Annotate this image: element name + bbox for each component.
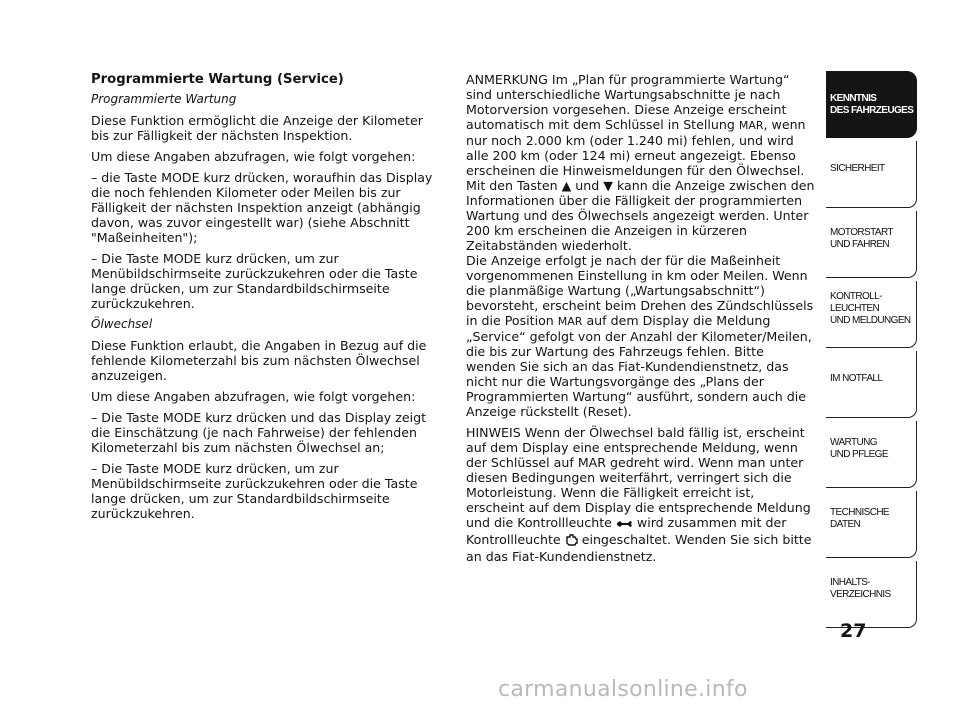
mar-label: MAR <box>738 119 764 132</box>
tab-kontrollleuchten[interactable]: KONTROLL- LEUCHTEN UND MELDUNGEN <box>826 281 917 348</box>
paragraph: – die Taste MODE kurz drücken, woraufhin das Display die noch fehlenden Kilometer oder Meilen bis zur Fälligkeit der nächsten Inspektion anzeigt (abhängig davon, was zuvor eingestellt war) (siehe Abschnitt "Maßeinheiten"); <box>91 170 433 245</box>
left-column <box>91 72 443 527</box>
paragraph: Um diese Angaben abzufragen, wie folgt vorgehen: <box>91 389 416 404</box>
note-paragraph: ANMERKUNG Im „Plan für programmierte Wartung“ sind unterschiedliche Wartungsabschnitte je nach Motorversion vorgesehen. Diese Anzeige erscheint automatisch mit dem Schlüssel in Stellung MAR, wenn nur noch 2.000 km (oder 1.240 mi) fehlen, und wird alle 200 km (oder 124 mi) erneut angezeigt. Ebenso erscheinen die Hinweismeldungen für den Ölwechsel. Mit den Tasten ▲ und ▼ kann die Anzeige zwischen den Informationen über die Fälligkeit der programmierten Wartung und des Ölwechsels angezeigt werden. Unter 200 km erscheinen die Anzeigen in kürzeren Zeitabständen wiederholt. Die Anzeige erfolgt je nach der für die Maßeinheit vorgenommenen Einstellung in km oder Meilen. Wenn die planmäßige Wartung („Wartungsabschnitt“) bevorsteht, erscheint beim Drehen des Zündschlüssels in die Position MAR auf dem Display die Meldung „Service“ gefolgt von der Anzahl der Kilometer/Meilen, die bis zur Wartung des Fahrzeugs fehlen. Bitte wenden Sie sich an das Fiat-Kundendienstnetz, das nicht nur die Wartungsvorgänge des „Plans der Programmierten Wartung“ ausführt, sondern auch die Anzeige rückstellt (Reset). <box>466 72 815 419</box>
paragraph: – Die Taste MODE kurz drücken und das Display zeigt die Einschätzung (je nach Fahrweise) der fehlenden Kilometerzahl bis zum nächsten Ölwechsel an; <box>91 410 427 455</box>
watermark: carmanualsonline.info <box>498 677 748 702</box>
tab-kenntnis[interactable]: KENNTNIS DES FAHRZEUGES <box>826 71 917 138</box>
down-arrow-icon: ▼ <box>603 178 613 193</box>
tab-wartung[interactable]: WARTUNG UND PFLEGE <box>826 421 917 488</box>
mar-label: MAR <box>557 315 583 328</box>
paragraph: – Die Taste MODE kurz drücken, um zur Menübildschirmseite zurückzukehren oder die Taste lange drücken, um zur Standardbildschirmseite zurückzukehren. <box>91 461 418 521</box>
page-number: 27 <box>840 620 867 642</box>
engine-warning-icon <box>565 534 578 549</box>
tab-sicherheit[interactable]: SICHERHEIT <box>826 141 917 208</box>
section-heading: Programmierte Wartung (Service) <box>91 72 344 87</box>
paragraph: Um diese Angaben abzufragen, wie folgt vorgehen: <box>91 149 416 164</box>
up-arrow-icon: ▲ <box>561 178 572 193</box>
subheading-oil-change: Ölwechsel <box>91 317 153 331</box>
right-column <box>466 72 816 570</box>
tab-notfall[interactable]: IM NOTFALL <box>826 351 917 418</box>
paragraph: Diese Funktion ermöglicht die Anzeige der Kilometer bis zur Fälligkeit der nächsten Inspektion. <box>91 113 423 143</box>
tab-inhaltsverzeichnis[interactable]: INHALTS- VERZEICHNIS <box>826 561 917 628</box>
tab-motorstart[interactable]: MOTORSTART UND FAHREN <box>826 211 917 278</box>
hint-paragraph: HINWEIS Wenn der Ölwechsel bald fällig ist, erscheint auf dem Display eine entsprechende Meldung, wenn der Schlüssel auf MAR gedreht wird. Wenn man unter diesen Bedingungen weiterfährt, verringert sich die Motorleistung. Wenn die Fälligkeit erreicht ist, erscheint auf dem Display die entsprechende Meldung und die Kontrollleuchte wird zusammen mit der Kontrollleuchte eingeschaltet. Wenden Sie sich bitte an das Fiat-Kundendienstnetz. <box>466 425 812 564</box>
tab-technische-daten[interactable]: TECHNISCHE DATEN <box>826 491 917 558</box>
subheading-programmed-maintenance: Programmierte Wartung <box>91 92 237 106</box>
service-wrench-icon <box>616 517 633 532</box>
paragraph: Diese Funktion erlaubt, die Angaben in Bezug auf die fehlende Kilometerzahl bis zum nächsten Ölwechsel anzuzeigen. <box>91 338 427 383</box>
paragraph: – Die Taste MODE kurz drücken, um zur Menübildschirmseite zurückzukehren oder die Taste lange drücken, um zur Standardbildschirmseite zurückzukehren. <box>91 251 418 311</box>
chapter-tabs <box>826 71 917 631</box>
